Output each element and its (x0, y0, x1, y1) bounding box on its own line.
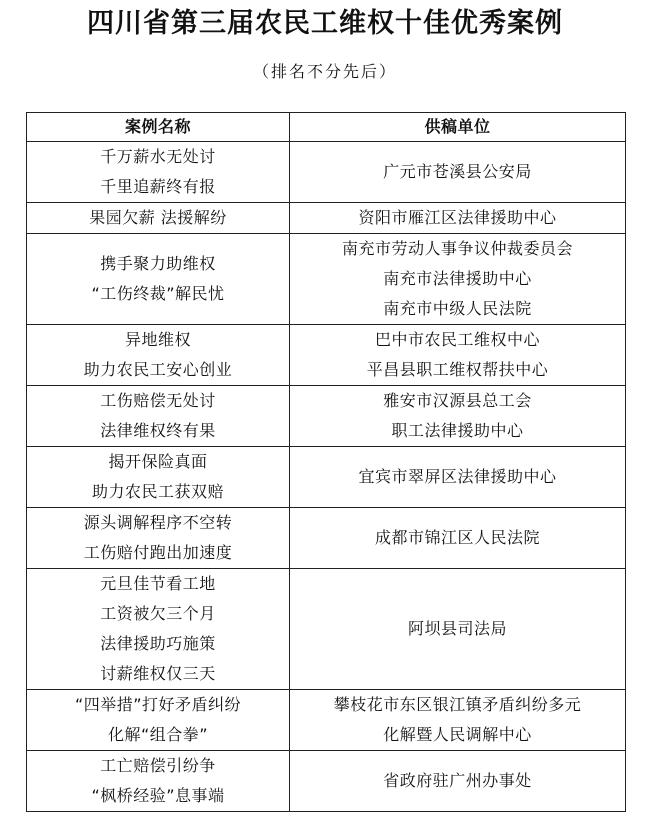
unit-line: 南充市劳动人事争议仲裁委员会 (341, 239, 573, 258)
table-row (27, 142, 626, 203)
table-body (27, 142, 626, 812)
case-name-cell (27, 142, 290, 203)
case-name-line: 揭开保险真面 (108, 452, 208, 471)
case-name-line: 果园欠薪 法援解纷 (89, 208, 227, 227)
unit-cell (290, 203, 626, 234)
unit-line: 成都市锦江区人民法院 (374, 528, 540, 547)
document-subtitle: （排名不分先后） (252, 62, 397, 81)
case-name-cell (27, 569, 290, 690)
unit-line: 南充市中级人民法院 (383, 299, 532, 318)
case-name-line: 助力农民工安心创业 (83, 360, 233, 379)
unit-cell (290, 690, 626, 751)
case-name-cell (27, 447, 290, 508)
unit-line: 雅安市汉源县总工会 (383, 391, 532, 410)
table-row (27, 447, 626, 508)
case-name-line: 千万薪水无处讨 (100, 147, 216, 166)
case-name-line: 千里追薪终有报 (100, 177, 216, 196)
cases-table (26, 112, 626, 812)
unit-cell (290, 751, 626, 812)
case-name-line: 法律援助巧施策 (100, 634, 216, 653)
case-name-line: 法律维权终有果 (100, 421, 216, 440)
unit-line: 阿坝县司法局 (407, 619, 507, 638)
case-name-cell (27, 325, 290, 386)
case-name-line: “工伤终裁”解民忧 (91, 284, 225, 303)
case-name-line: 源头调解程序不空转 (83, 513, 233, 532)
case-name-line: “枫桥经验”息事端 (91, 786, 225, 805)
unit-cell (290, 234, 626, 325)
case-name-line: 助力农民工获双赔 (91, 482, 224, 501)
case-name-line: 异地维权 (124, 330, 191, 349)
unit-cell (290, 325, 626, 386)
table-row (27, 234, 626, 325)
case-name-line: 元旦佳节看工地 (100, 574, 216, 593)
unit-line: 攀枝花市东区银江镇矛盾纠纷多元 (333, 695, 582, 714)
unit-cell (290, 447, 626, 508)
unit-cell (290, 386, 626, 447)
case-name-line: 讨薪维权仅三天 (100, 664, 216, 683)
table-row (27, 569, 626, 690)
unit-line: 职工法律援助中心 (391, 421, 524, 440)
case-name-line: “四举措”打好矛盾纠纷 (74, 695, 242, 714)
case-name-cell (27, 508, 290, 569)
case-name-cell (27, 386, 290, 447)
case-name-line: 工伤赔付跑出加速度 (83, 543, 233, 562)
table-row (27, 386, 626, 447)
case-name-line: 携手聚力助维权 (100, 254, 216, 273)
unit-line: 广元市苍溪县公安局 (383, 162, 532, 181)
unit-line: 宜宾市翠屏区法律援助中心 (358, 467, 557, 486)
table-row (27, 690, 626, 751)
table-header-row (27, 113, 626, 142)
case-name-cell (27, 234, 290, 325)
header-case-name: 案例名称 (27, 113, 290, 142)
unit-cell (290, 508, 626, 569)
unit-line: 南充市法律援助中心 (383, 269, 532, 288)
unit-cell (290, 569, 626, 690)
case-name-cell (27, 690, 290, 751)
case-name-line: 工亡赔偿引纷争 (100, 756, 216, 775)
case-name-line: 工资被欠三个月 (100, 604, 216, 623)
unit-line: 平昌县职工维权帮扶中心 (366, 360, 549, 379)
table-row (27, 751, 626, 812)
unit-line: 化解暨人民调解中心 (383, 725, 532, 744)
case-name-cell (27, 751, 290, 812)
case-name-line: 化解“组合拳” (107, 725, 209, 744)
unit-line: 巴中市农民工维权中心 (374, 330, 540, 349)
table-row (27, 203, 626, 234)
case-name-line: 工伤赔偿无处讨 (100, 391, 216, 410)
case-name-cell (27, 203, 290, 234)
document-title: 四川省第三届农民工维权十佳优秀案例 (87, 8, 563, 39)
table-row (27, 325, 626, 386)
unit-line: 资阳市雁江区法律援助中心 (358, 208, 557, 227)
unit-line: 省政府驻广州办事处 (383, 771, 532, 790)
table-row (27, 508, 626, 569)
unit-cell (290, 142, 626, 203)
header-unit: 供稿单位 (290, 113, 626, 142)
